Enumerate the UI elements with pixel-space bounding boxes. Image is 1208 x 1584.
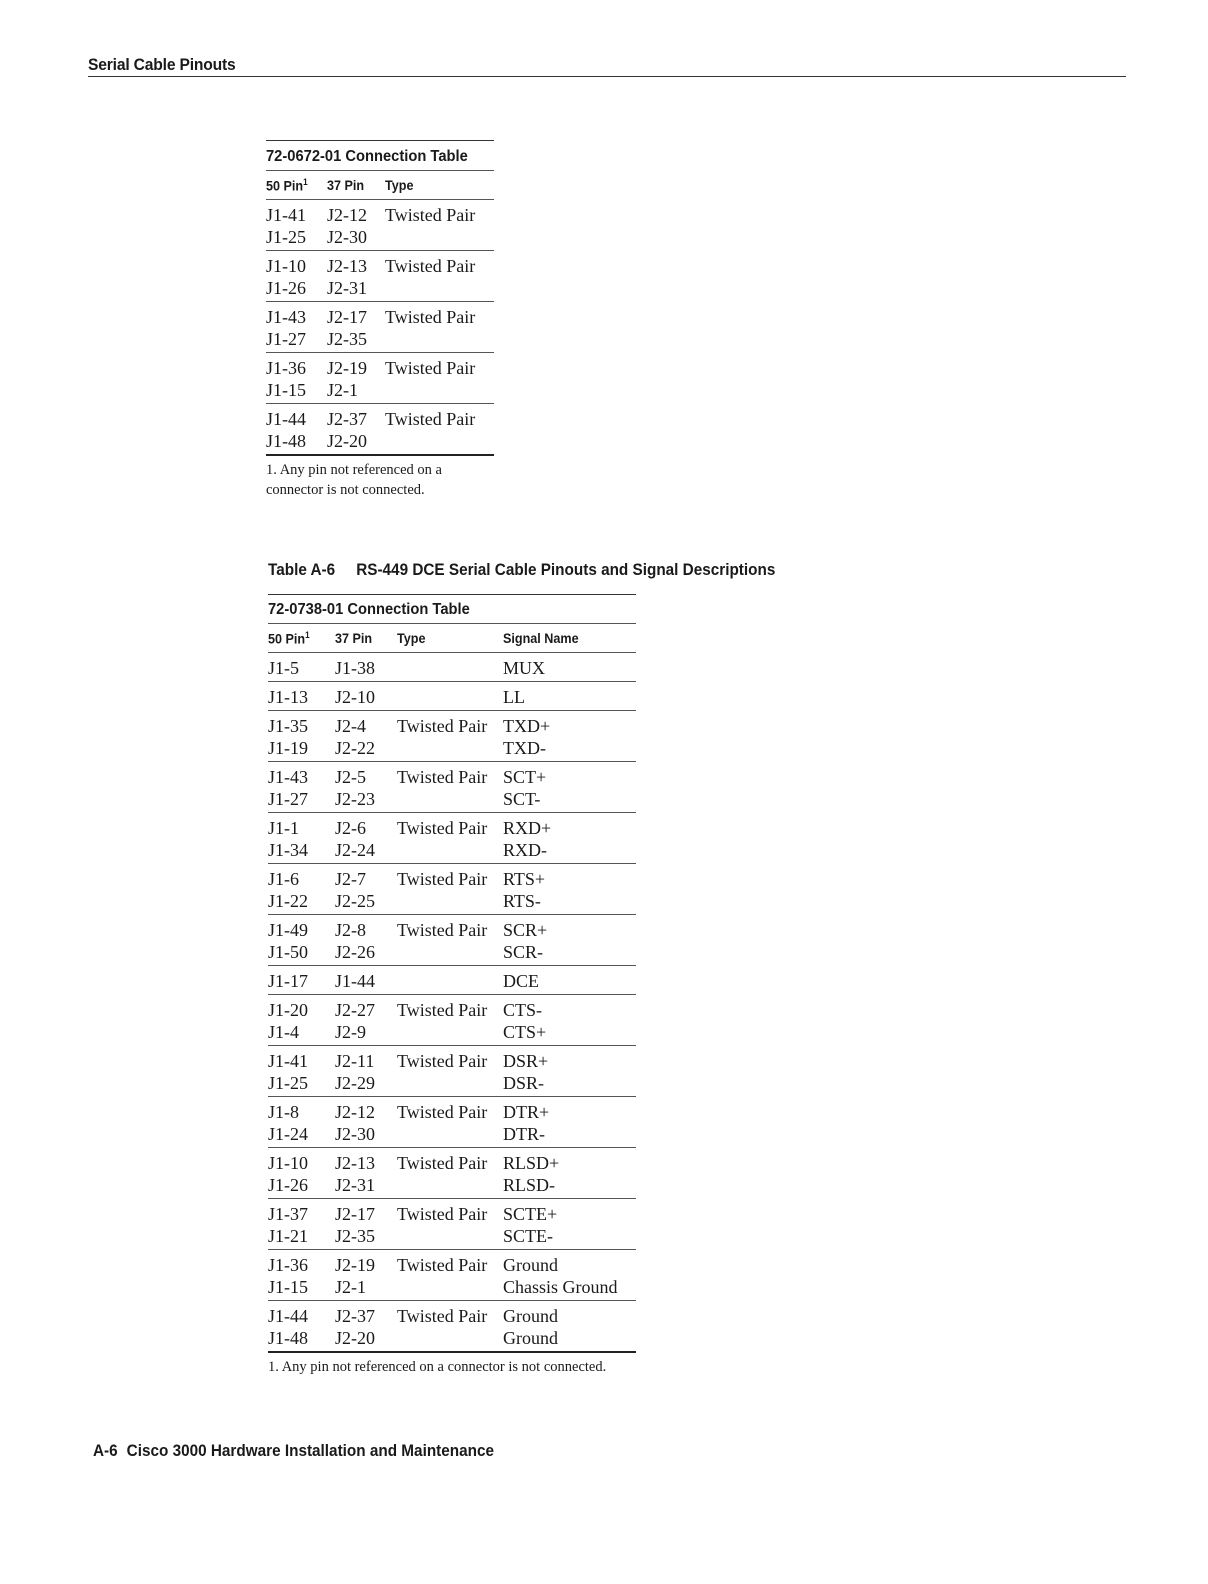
table-cell (397, 1072, 503, 1094)
table-row-group (268, 682, 636, 710)
book-title: Cisco 3000 Hardware Installation and Maintenance (126, 1441, 494, 1460)
table-cell: J2-31 (335, 1175, 375, 1195)
table-cell: J1-43 (266, 307, 306, 327)
table-row (266, 357, 494, 379)
table-cell: J2-7 (335, 869, 366, 889)
table-cell: J1-50 (268, 942, 308, 962)
page-number: A-6 (93, 1441, 118, 1460)
table-cell: J1-1 (268, 818, 299, 838)
table-row-group (266, 302, 494, 352)
table-cell: J2-1 (327, 380, 358, 400)
table-cell: J2-17 (327, 307, 367, 327)
table-cell: J2-12 (327, 205, 367, 225)
table-cell: J2-10 (335, 687, 375, 707)
table-row (268, 1276, 636, 1298)
table-row (266, 408, 494, 430)
table-cell: J1-49 (268, 920, 308, 940)
table-body (268, 653, 636, 1353)
table-cell (397, 1021, 503, 1043)
table-row (266, 430, 494, 452)
table-row (268, 1101, 636, 1123)
table-cell: CTS+ (503, 1022, 547, 1042)
table-cell: J2-1 (335, 1277, 366, 1297)
col-header-signal-name: Signal Name (503, 630, 579, 646)
table-cell: J2-4 (335, 716, 366, 736)
table-row (268, 1021, 636, 1043)
table-caption: 72-0738-01 Connection Table (268, 601, 470, 618)
table-cell: J2-20 (327, 431, 367, 451)
table-cell: J1-25 (266, 227, 306, 247)
table-row (266, 204, 494, 226)
table-row (268, 686, 636, 708)
table-cell: Twisted Pair (397, 1102, 488, 1122)
table-cell: SCR+ (503, 920, 548, 940)
table-cell: J2-13 (327, 256, 367, 276)
table-cell: J1-19 (268, 738, 308, 758)
table-title-text: RS-449 DCE Serial Cable Pinouts and Signal Descriptions (356, 560, 776, 579)
table-cell: J1-20 (268, 1000, 308, 1020)
table-cell: DTR- (503, 1124, 545, 1144)
table-cell: Twisted Pair (397, 1204, 488, 1224)
table-cell: Twisted Pair (397, 1051, 488, 1071)
table-cell: J1-37 (268, 1204, 308, 1224)
table-row-group (268, 995, 636, 1045)
table-cell: J1-5 (268, 658, 299, 678)
footnote-mark: 1 (305, 629, 310, 640)
table-row (268, 1174, 636, 1196)
table-row (266, 379, 494, 401)
table-cell: RTS+ (503, 869, 546, 889)
table-cell (397, 686, 503, 708)
table-cell: SCT- (503, 789, 541, 809)
col-header-37-pin: 37 Pin (327, 177, 365, 193)
table-cell: Ground (503, 1255, 558, 1275)
table-cell (385, 328, 493, 350)
table-cell: TXD+ (503, 716, 551, 736)
table-row-group (266, 251, 494, 301)
table-cell: J1-8 (268, 1102, 299, 1122)
table-row-group (266, 200, 494, 250)
table-cell: J1-15 (268, 1277, 308, 1297)
table-row-group (266, 404, 494, 454)
table-cell: J2-12 (335, 1102, 375, 1122)
table-cell: J2-37 (327, 409, 367, 429)
table-row (268, 657, 636, 679)
table-row (268, 1203, 636, 1225)
table-cell: J1-26 (266, 278, 306, 298)
table-cell: DCE (503, 971, 539, 991)
table-row (268, 890, 636, 912)
table-cell: SCR- (503, 942, 544, 962)
table-row (268, 788, 636, 810)
table-cell: J1-15 (266, 380, 306, 400)
col-header-type: Type (397, 630, 426, 646)
table-footnote (266, 460, 494, 500)
table-cell: J1-22 (268, 891, 308, 911)
table-cell: J1-41 (268, 1051, 308, 1071)
table-cell: J1-43 (268, 767, 308, 787)
table-cell (397, 788, 503, 810)
table-cell: J2-35 (327, 329, 367, 349)
table-cell: J1-6 (268, 869, 299, 889)
table-cell (385, 379, 493, 401)
table-row-group (268, 1250, 636, 1300)
table-cell: SCTE- (503, 1226, 554, 1246)
table-row-group (266, 353, 494, 403)
table-cell (397, 1276, 503, 1298)
footnote-line: connector is not connected. (266, 482, 425, 498)
table-cell (397, 970, 503, 992)
table-cell: J2-22 (335, 738, 375, 758)
table-row-group (268, 711, 636, 761)
table-cell: J1-4 (268, 1022, 299, 1042)
table-cell: J1-26 (268, 1175, 308, 1195)
table-cell: Twisted Pair (397, 1255, 488, 1275)
table-row (268, 1123, 636, 1145)
table-cell: J2-8 (335, 920, 366, 940)
table-row (268, 839, 636, 861)
table-cell: LL (503, 687, 525, 707)
table-cell: J1-17 (268, 971, 308, 991)
table-cell: J1-34 (268, 840, 308, 860)
table-cell: J2-5 (335, 767, 366, 787)
table-row (268, 1072, 636, 1094)
table-cell: Twisted Pair (385, 409, 476, 429)
table-cell (385, 226, 493, 248)
table-cell: J2-30 (327, 227, 367, 247)
table-cell: J1-44 (266, 409, 306, 429)
table-row-group (268, 966, 636, 994)
table-cell: J1-35 (268, 716, 308, 736)
table-cell: Twisted Pair (385, 205, 476, 225)
table-cell (385, 277, 493, 299)
table-cell: SCTE+ (503, 1204, 558, 1224)
table-row-group (268, 1046, 636, 1096)
table-row (268, 970, 636, 992)
table-cell: J1-44 (268, 1306, 308, 1326)
table-cell: J2-26 (335, 942, 375, 962)
table-cell: J2-25 (335, 891, 375, 911)
header-rule (88, 76, 1126, 77)
table-row-group (268, 915, 636, 965)
table-cell: J2-23 (335, 789, 375, 809)
table-row-group (268, 1148, 636, 1198)
table-cell: J2-31 (327, 278, 367, 298)
table-cell: J2-9 (335, 1022, 366, 1042)
table-row (268, 1327, 636, 1349)
table-cell: Ground (503, 1328, 558, 1348)
table-row-group (268, 1301, 636, 1351)
table-cell (397, 1225, 503, 1247)
table-cell: J1-27 (266, 329, 306, 349)
table-cell (385, 430, 493, 452)
table-row (266, 226, 494, 248)
table-row (268, 817, 636, 839)
col-header-type: Type (385, 177, 414, 193)
table-cell (397, 839, 503, 861)
table-row (268, 1152, 636, 1174)
table-cell (397, 737, 503, 759)
table-cell: Twisted Pair (397, 1153, 488, 1173)
table-cell: Twisted Pair (385, 256, 476, 276)
table-cell: J2-6 (335, 818, 366, 838)
table-cell: J2-29 (335, 1073, 375, 1093)
table-cell: J1-36 (266, 358, 306, 378)
col-header-label: 50 Pin (268, 630, 306, 647)
footnote-mark: 1 (303, 176, 308, 187)
table-cell: DSR- (503, 1073, 545, 1093)
table-cell (397, 1327, 503, 1349)
table-row-group (268, 653, 636, 681)
table-row (268, 766, 636, 788)
table-cell (397, 657, 503, 679)
col-header-50-pin (266, 177, 321, 194)
row-divider (266, 454, 494, 456)
col-header-37-pin: 37 Pin (335, 630, 373, 646)
table-cell: J1-24 (268, 1124, 308, 1144)
table-cell: J1-13 (268, 687, 308, 707)
table-row (268, 999, 636, 1021)
table-cell: J2-11 (335, 1051, 375, 1071)
column-headers (266, 171, 494, 199)
table-row-group (268, 762, 636, 812)
table-number: Table A-6 (268, 560, 336, 579)
table-cell: J2-19 (327, 358, 367, 378)
table-cell: RLSD- (503, 1175, 556, 1195)
table-title (268, 560, 775, 580)
table-row (266, 328, 494, 350)
table-cell: J1-10 (268, 1153, 308, 1173)
table-cell: J2-27 (335, 1000, 375, 1020)
table-cell: J1-48 (266, 431, 306, 451)
table-cell: J2-17 (335, 1204, 375, 1224)
table-cell: Twisted Pair (397, 716, 488, 736)
table-body (266, 200, 494, 456)
table-cell: TXD- (503, 738, 546, 758)
table-cell (397, 1123, 503, 1145)
table-footnote: 1. Any pin not referenced on a connector is not connected. (268, 1359, 607, 1375)
section-title: Serial Cable Pinouts (88, 55, 236, 74)
table-cell: RLSD+ (503, 1153, 560, 1173)
table-cell: Twisted Pair (385, 358, 476, 378)
table-cell: MUX (503, 658, 546, 678)
table-row (268, 1050, 636, 1072)
table-row (268, 715, 636, 737)
table-cell: DSR+ (503, 1051, 549, 1071)
table-row (268, 1254, 636, 1276)
table-cell: CTS- (503, 1000, 543, 1020)
table-row (266, 277, 494, 299)
col-header-50-pin (268, 630, 328, 647)
connection-table-72-0672-01 (266, 140, 494, 500)
table-row (268, 1225, 636, 1247)
table-cell: J1-41 (266, 205, 306, 225)
table-cell (397, 890, 503, 912)
table-cell: Twisted Pair (397, 1000, 488, 1020)
table-cell: J2-37 (335, 1306, 375, 1326)
table-cell: J1-21 (268, 1226, 308, 1246)
table-row (268, 941, 636, 963)
table-row-group (268, 813, 636, 863)
table-cell: J1-27 (268, 789, 308, 809)
footnote-line: 1. Any pin not referenced on a (266, 462, 442, 478)
table-cell: RXD+ (503, 818, 552, 838)
table-cell: J2-35 (335, 1226, 375, 1246)
col-header-label: 50 Pin (266, 177, 304, 194)
table-row-group (268, 1199, 636, 1249)
table-cell: J1-25 (268, 1073, 308, 1093)
table-cell: J2-19 (335, 1255, 375, 1275)
table-row (268, 737, 636, 759)
table-cell: Twisted Pair (397, 767, 488, 787)
table-cell (397, 941, 503, 963)
table-cell: RXD- (503, 840, 547, 860)
running-footer (93, 1441, 494, 1461)
column-headers (268, 624, 636, 652)
table-cell: Chassis Ground (503, 1277, 618, 1297)
table-cell: RTS- (503, 891, 541, 911)
table-cell: DTR+ (503, 1102, 550, 1122)
table-row (268, 868, 636, 890)
table-cell: J2-24 (335, 840, 375, 860)
table-cell: J2-20 (335, 1328, 375, 1348)
table-cell: Twisted Pair (397, 869, 488, 889)
table-cell: Twisted Pair (397, 920, 488, 940)
table-cell: Ground (503, 1306, 558, 1326)
table-cell: Twisted Pair (397, 818, 488, 838)
table-cell: Twisted Pair (397, 1306, 488, 1326)
table-cell (397, 1174, 503, 1196)
table-cell: Twisted Pair (385, 307, 476, 327)
table-cell: J2-30 (335, 1124, 375, 1144)
table-cell: J1-10 (266, 256, 306, 276)
table-cell: J1-48 (268, 1328, 308, 1348)
row-divider (268, 1351, 636, 1353)
table-row-group (268, 864, 636, 914)
table-cell: J1-44 (335, 971, 375, 991)
running-header (88, 55, 1126, 75)
table-caption: 72-0672-01 Connection Table (266, 148, 468, 165)
table-row-group (268, 1097, 636, 1147)
table-cell: J1-36 (268, 1255, 308, 1275)
table-cell: SCT+ (503, 767, 547, 787)
connection-table-72-0738-01 (268, 594, 636, 1377)
table-cell: J1-38 (335, 658, 375, 678)
table-cell: J2-13 (335, 1153, 375, 1173)
table-row (266, 306, 494, 328)
table-row (268, 919, 636, 941)
table-row (266, 255, 494, 277)
table-row (268, 1305, 636, 1327)
